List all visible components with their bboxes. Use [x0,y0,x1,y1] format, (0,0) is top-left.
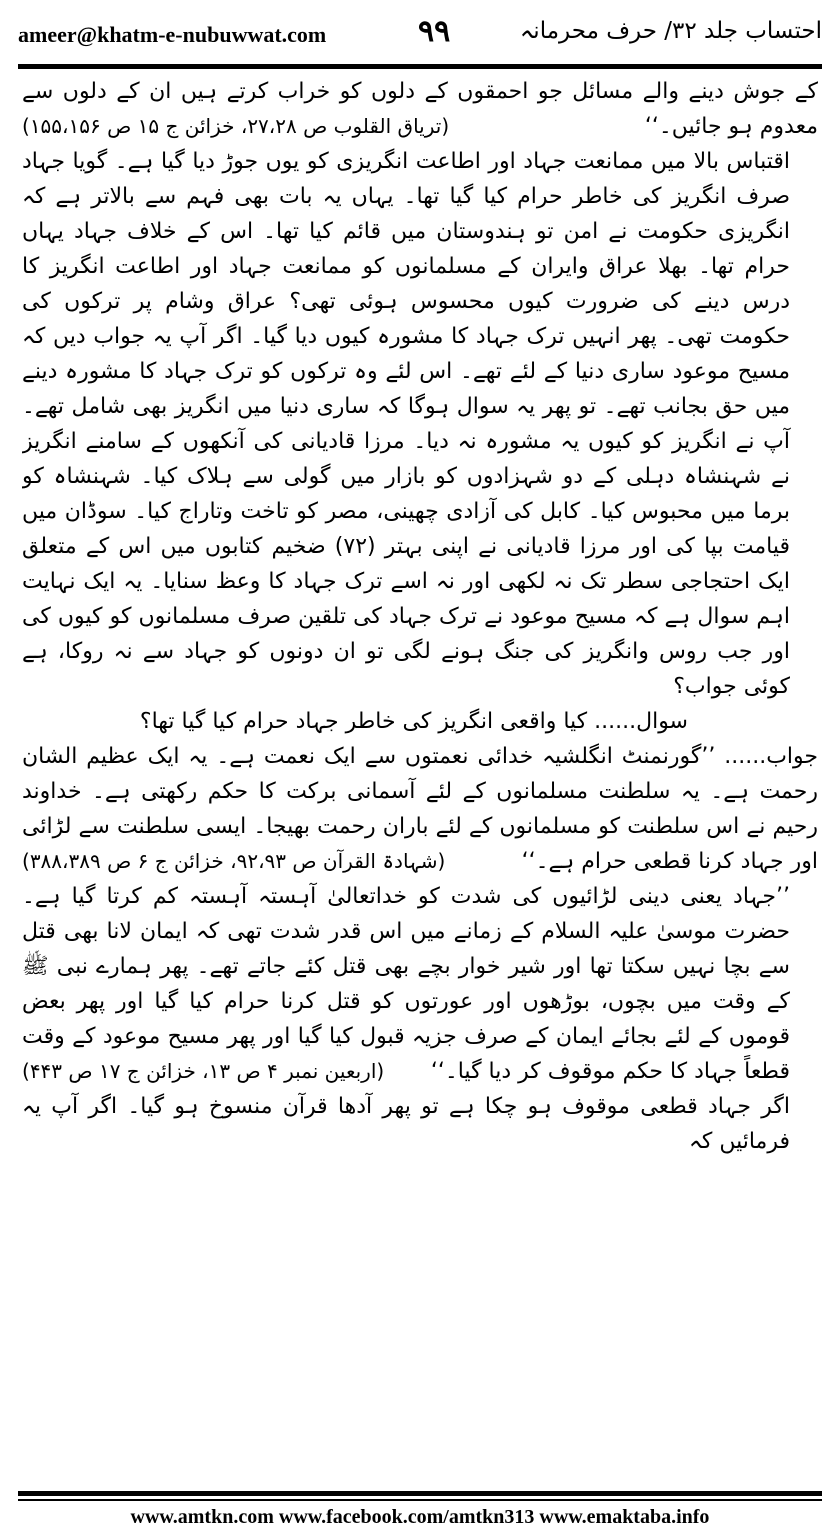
footer-links: www.amtkn.com www.facebook.com/amtkn313 www.emaktaba.info [130,1506,710,1528]
header-email: ameer@khatm-e-nubuwwat.com [18,22,327,47]
header-rule [18,64,822,69]
book-title: احتساب جلد ۳۲/ حرف محرمانہ [519,18,822,44]
page-number: ۹۹ [418,14,451,49]
paragraph-quote-continuation [22,74,818,144]
page-header [18,14,822,58]
paragraph-closing: اگر جہاد قطعی موقوف ہو چکا ہے تو پھر آدھا قرآن منسوخ ہو گیا۔ اگر آپ یہ فرمائیں کہ [22,1094,790,1154]
footer-rule-thin [18,1499,822,1501]
question-line: سوال...... کیا واقعی انگریز کی خاطر جہاد حرام کیا گیا تھا؟ [139,709,688,734]
paragraph-quote [22,879,818,1089]
citation: (اربعین نمبر ۴ ص ۱۳، خزائن ج ۱۷ ص ۴۴۳) [22,1059,385,1083]
paragraph-commentary: اقتباس بالا میں ممانعت جہاد اور اطاعت انگریزی کو یوں جوڑ دیا گیا ہے۔ گویا جہاد صرف انگریز کی خاطر حرام کیا گیا تھا۔ یہاں یہ بات بھی فہم سے بالاتر ہے کہ انگریزی حکومت نے امن تو ہندوستان میں قائم کیا تھا۔ اس کے خلاف جہاد یہاں حرام تھا۔ بھلا عراق وایران کے مسلمانوں کو ممانعت جہاد اور اطاعت انگریز کا درس دینے کی ضرورت کیوں محسوس ہوئی تھی؟ عراق وشام پر ترکوں کی حکومت تھی۔ پھر انہیں ترک جہاد کا مشورہ کیوں دیا گیا۔ اگر آپ یہ جواب دیں کہ مسیح موعود ساری دنیا کے لئے تھے۔ اس لئے وہ ترکوں کو ترک جہاد کا مشورہ دینے میں حق بجانب تھے۔ تو پھر یہ سوال ہوگا کہ ساری دنیا میں انگریز بھی شامل تھے۔ آپ نے انگریز کو کیوں یہ مشورہ نہ دیا۔ مرزا قادیانی کی آنکھوں کے سامنے انگریز نے شہنشاہ دہلی کے دو شہزادوں کو بازار میں گولی سے ہلاک کیا۔ شہنشاہ کو برما میں محبوس کیا۔ کابل کی آزادی چھینی، مصر کو تاخت وتاراج کیا۔ سوڈان میں قیامت بپا کی اور مرزا قادیانی نے اپنی بہتر (۷۲) ضخیم کتابوں میں اس کے متعلق ایک احتجاجی سطر تک نہ لکھی اور نہ اسے ترک جہاد کا وعظ سنایا۔ یہ ایک نہایت اہم سوال ہے کہ مسیح موعود نے ترک جہاد کی تلقین صرف مسلمانوں کو کیوں کی اور جب روس وانگریز کی جنگ ہونے لگی تو ان دونوں کو جہاد سے نہ روکا، ہے کوئی جواب؟ [22,149,790,699]
citation: (تریاق القلوب ص ۲۷،۲۸، خزائن ج ۱۵ ص ۱۵۵،۱۵۶) [22,114,450,138]
answer-text: جواب...... ’’گورنمنٹ انگلشیہ خدائی نعمتوں سے ایک نعمت ہے۔ یہ ایک عظیم الشان رحمت ہے۔ یہ سلطنت مسلمانوں کے لئے آسمانی برکت کا حکم رکھتی ہے۔ خداوند رحیم نے اس سلطنت کو مسلمانوں کے لئے باران رحمت بھیجا۔ ایسی سلطنت سے لڑائی اور جہاد کرنا قطعی حرام ہے۔‘‘ [22,744,818,874]
page-body [22,74,818,1484]
quote-text: ’’جہاد یعنی دینی لڑائیوں کی شدت کو خداتعالیٰ آہستہ آہستہ کم کرتا گیا ہے۔ حضرت موسیٰ علیہ السلام کے زمانے میں اس قدر شدت تھی کہ ایمان لانا بھی قتل سے بچا نہیں سکتا تھا اور شیر خوار بچے بھی قتل کئے جاتے تھے۔ پھر ہمارے نبی ﷺ کے وقت میں بچوں، بوڑھوں اور عورتوں کو قتل کرنا حرام کیا گیا اور پھر بعض قوموں کے لئے بجائے ایمان کے صرف جزیہ قبول کیا گیا اور پھر مسیح موعود کے وقت قطعاً جہاد کا حکم موقوف کر دیا گیا۔‘‘ [22,884,790,1084]
footer-rule-thick [18,1491,822,1496]
citation: (شہادۃ القرآن ص ۹۲،۹۳، خزائن ج ۶ ص ۳۸۸،۳۸۹) [22,849,446,873]
answer-paragraph [22,739,818,879]
quote-text: کے جوش دینے والے مسائل جو احمقوں کے دلوں کو خراب کرتے ہیں ان کے دلوں سے معدوم ہو جائیں۔‘‘ [22,79,818,139]
